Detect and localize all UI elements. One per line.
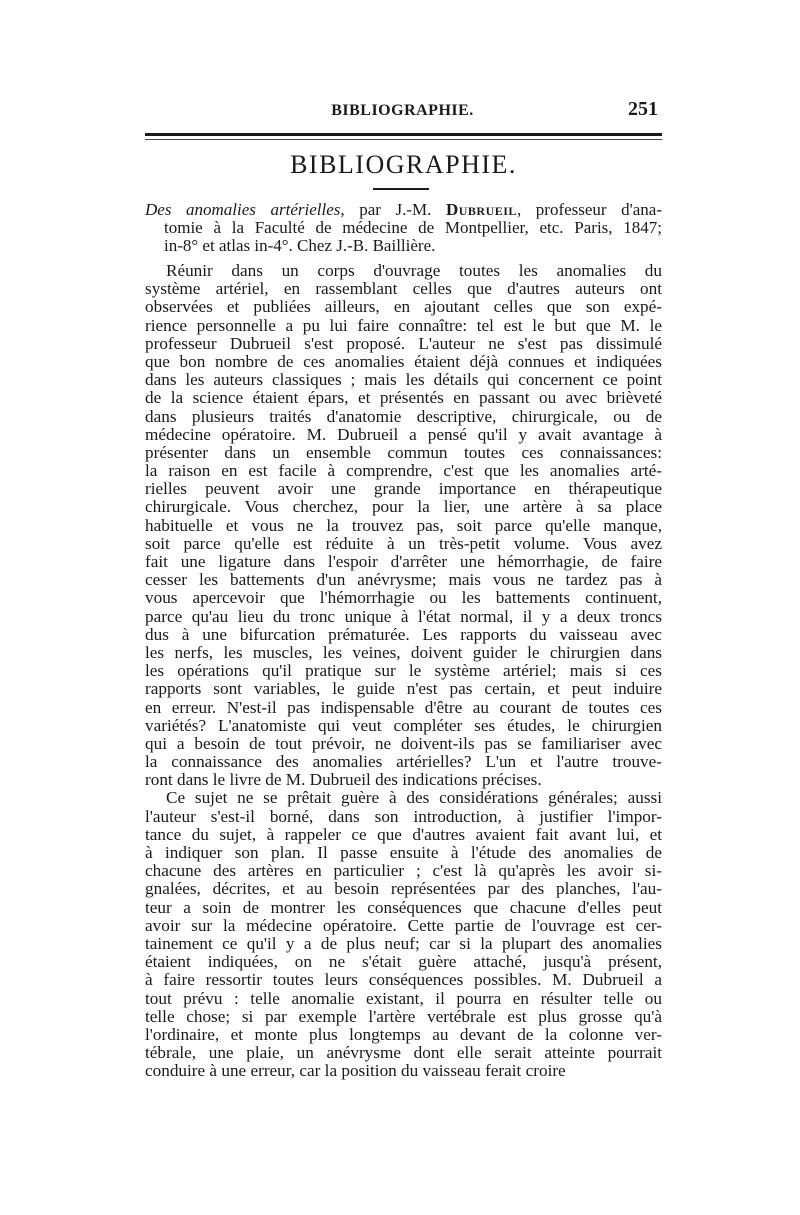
text-line: observées et publiées ailleurs, en ajoutant celles que son expé- xyxy=(145,298,662,317)
text-line: vous apercevoir que l'hémorrhagie ou les battements continuent, xyxy=(145,589,662,608)
citation-line-2: tomie à la Faculté de médecine de Montpellier, etc. Paris, 1847; xyxy=(164,218,662,237)
citation-line-1 xyxy=(145,201,662,219)
text-line: en erreur. N'est-il pas indispensable d'être au courant de toutes ces xyxy=(145,698,662,717)
text-line: tout prévu : telle anomalie existant, il pourra en résulter telle ou xyxy=(145,989,662,1008)
text-line: rielles peuvent avoir une grande importance en thérapeutique xyxy=(145,480,662,499)
text-line: telle chose; si par exemple l'artère vertébrale est plus grosse qu'à xyxy=(145,1007,662,1026)
text-line: teur a soin de montrer les conséquences que chacune d'elles peut xyxy=(145,898,662,917)
page-number: 251 xyxy=(628,98,658,120)
text-line: habituelle et vous ne la trouvez pas, soit parce qu'elle manque, xyxy=(145,516,662,535)
text-line: l'ordinaire, et monte plus longtemps au devant de la colonne ver- xyxy=(145,1025,662,1044)
text-line: parce qu'au lieu du tronc unique à l'état normal, il y a deux troncs xyxy=(145,607,662,626)
text-line: conduire à une erreur, car la position du vaisseau ferait croire xyxy=(145,1062,566,1081)
text-line: cesser les battements d'un anévrysme; mais vous ne tardez pas à xyxy=(145,571,662,590)
text-line: les opérations qu'il pratique sur le système artériel; mais si ces xyxy=(145,662,662,681)
book-citation xyxy=(145,201,662,255)
text-line: chirurgicale. Vous cherchez, pour la lier, une artère à sa place xyxy=(145,498,662,517)
text-line: rapports sont variables, le guide n'est pas certain, et peut induire xyxy=(145,680,662,699)
text-line: système artériel, en rassemblant celles que d'autres auteurs ont xyxy=(145,280,662,299)
citation-connector: , par J.-M. xyxy=(340,200,446,219)
text-line: étaient indiquées, on ne s'était guère attaché, jusqu'à présent, xyxy=(145,953,662,972)
text-line: présenter dans un ensemble commun toutes ces connaissances: xyxy=(145,443,662,462)
text-line: à faire ressortir toutes leurs conséquences possibles. M. Dubrueil a xyxy=(145,971,662,990)
review-body xyxy=(145,262,662,1080)
text-line: soit parce qu'elle est réduite à un très-petit volume. Vous avez xyxy=(145,534,662,553)
title-underline xyxy=(373,188,429,190)
citation-line-3: in-8° et atlas in-4°. Chez J.-B. Baillière. xyxy=(164,236,436,255)
running-head xyxy=(145,98,660,126)
citation-author: Dubrueil xyxy=(445,200,517,219)
text-line: l'auteur s'est-il borné, dans son introduction, à justifier l'impor- xyxy=(145,807,662,826)
text-line: médecine opératoire. M. Dubrueil a pensé qu'il y avait avantage à xyxy=(145,425,662,444)
citation-title: Des anomalies artérielles xyxy=(145,200,341,219)
header-rule-thin xyxy=(145,139,662,140)
text-line: la connaissance des anomalies artérielles? L'un et l'autre trouve- xyxy=(145,753,662,772)
text-line: dus à une bifurcation prématurée. Les rapports du vaisseau avec xyxy=(145,625,662,644)
text-line: qui a besoin de tout prévoir, ne doivent-ils pas se familiariser avec xyxy=(145,734,662,753)
text-line: tainement ce qu'il y a de plus neuf; car si la plupart des anomalies xyxy=(145,934,662,953)
text-line: variétés? L'anatomiste qui veut compléter ses études, le chirurgien xyxy=(145,716,662,735)
text-line: la raison en est facile à comprendre, c'est que les anomalies arté- xyxy=(145,462,662,481)
citation-line1-rest: , professeur d'ana- xyxy=(516,200,662,219)
text-line: tébrale, une plaie, un anévrysme dont elle serait atteinte pourrait xyxy=(145,1044,662,1063)
text-line: rience personnelle a pu lui faire connaître: tel est le but que M. le xyxy=(145,316,662,335)
text-line: chacune des artères en particulier ; c'est là qu'après les avoir si- xyxy=(145,862,662,881)
text-line: dans les auteurs classiques ; mais les détails qui concernent ce point xyxy=(145,371,662,390)
paragraph xyxy=(145,262,662,789)
text-line: avoir sur la médecine opératoire. Cette partie de l'ouvrage est cer- xyxy=(145,916,662,935)
text-line: les nerfs, les muscles, les veines, doivent guider le chirurgien dans xyxy=(145,643,662,662)
text-line: de la science étaient épars, et présentés en passant ou avec brièveté xyxy=(145,389,662,408)
text-line: ront dans le livre de M. Dubrueil des indications précises. xyxy=(145,771,542,790)
text-line: professeur Dubrueil s'est proposé. L'auteur ne s'est pas dissimulé xyxy=(145,334,662,353)
header-rule-thick xyxy=(145,133,662,136)
text-line: tance du sujet, à rappeler ce que d'autres avaient fait avant lui, et xyxy=(145,825,662,844)
text-line: fait une ligature dans l'espoir d'arrêter une hémorrhagie, de faire xyxy=(145,553,662,571)
running-title: BIBLIOGRAPHIE. xyxy=(331,102,474,119)
text-line: dans plusieurs traités d'anatomie descriptive, chirurgicale, ou de xyxy=(145,407,662,426)
text-line: à indiquer son plan. Il passe ensuite à l'étude des anomalies de xyxy=(145,844,662,862)
text-line: Ce sujet ne se prêtait guère à des considérations générales; aussi xyxy=(166,789,662,808)
section-title: BIBLIOGRAPHIE. xyxy=(290,150,517,179)
text-line: que bon nombre de ces anomalies étaient déjà connues et indiquées xyxy=(145,352,662,371)
text-line: Réunir dans un corps d'ouvrage toutes les anomalies du xyxy=(166,262,662,280)
paragraph xyxy=(145,789,662,1080)
text-line: gnalées, décrites, et au besoin représentées par des planches, l'au- xyxy=(145,880,662,899)
